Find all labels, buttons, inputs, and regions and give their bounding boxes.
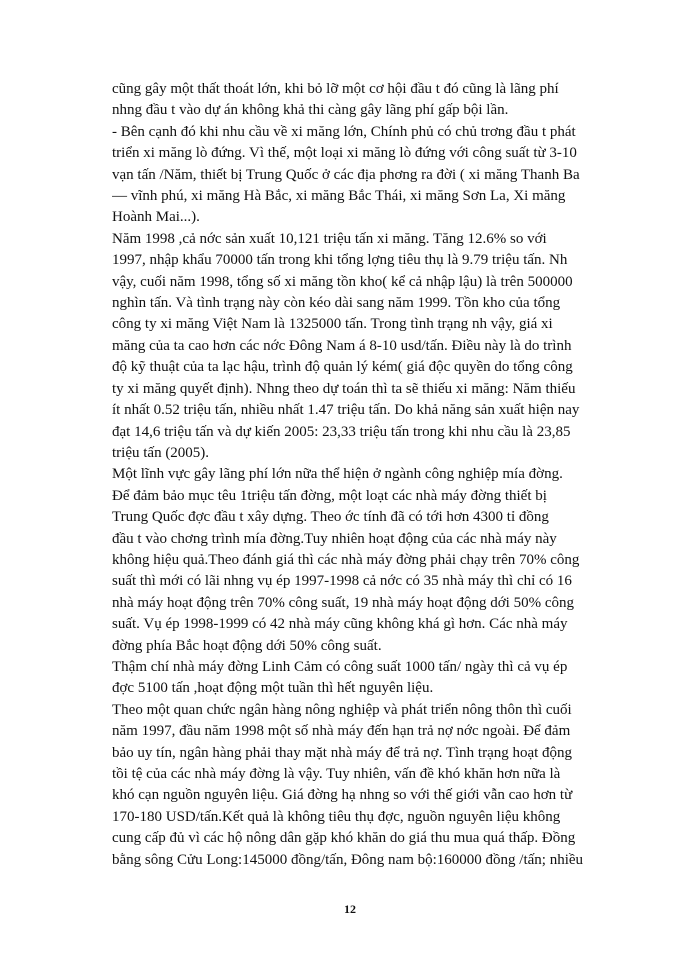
body-text bbox=[112, 79, 632, 871]
text-line: nhng đầu t vào dự án không khả thi càng gây lãng phí gấp bội lần. bbox=[112, 102, 509, 119]
text-line: triển xi măng lò đứng. Vì thế, một loại xi măng lò đứng với công suất từ 3-10 bbox=[112, 145, 577, 162]
text-line: Năm 1998 ,cả nớc sản xuất 10,121 triệu tấn xi măng. Tăng 12.6% so với bbox=[112, 230, 547, 247]
text-line: đờng phía Bắc hoạt động dới 50% công suất. bbox=[112, 637, 382, 654]
text-line: suất thì mới có lãi nhng vụ ép 1997-1998 cả nớc có 35 nhà máy thì chỉ có 16 bbox=[112, 573, 572, 590]
page-number: 12 bbox=[344, 902, 356, 916]
text-line: đầu t vào chơng trình mía đờng.Tuy nhiên hoạt động của các nhà máy này bbox=[112, 530, 557, 547]
text-line: Thậm chí nhà máy đờng Linh Cảm có công suất 1000 tấn/ ngày thì cả vụ ép bbox=[112, 658, 568, 675]
text-line: Để đảm bảo mục têu 1triệu tấn đờng, một loạt các nhà máy đờng thiết bị bbox=[112, 487, 547, 504]
text-line: không hiệu quả.Theo đánh giá thì các nhà máy đờng phải chạy trên 70% công bbox=[112, 551, 580, 568]
text-line: cung cấp đủ vì các hộ nông dân gặp khó khăn do giá thu mua quá thấp. Đồng bbox=[112, 830, 576, 847]
text-line: năm 1997, đầu năm 1998 một số nhà máy đến hạn trả nợ nớc ngoài. Để đảm bbox=[112, 723, 571, 740]
text-line: đợc 5100 tấn ,hoạt động một tuần thì hết nguyên liệu. bbox=[112, 680, 434, 697]
text-line: độ kỹ thuật của ta lạc hậu, trình độ quản lý kém( giá độc quyền do tổng công bbox=[112, 359, 573, 376]
text-line: suất. Vụ ép 1998-1999 có 42 nhà máy cũng không khá gì hơn. Các nhà máy bbox=[112, 616, 568, 633]
text-line: Hoành Mai...). bbox=[112, 209, 200, 226]
text-line: nhà máy hoạt động trên 70% công suất, 19 nhà máy hoạt động dới 50% công bbox=[112, 594, 575, 611]
text-line: Một lĩnh vực gây lãng phí lớn nữa thể hiện ở ngành công nghiệp mía đờng. bbox=[112, 466, 563, 483]
text-line: đạt 14,6 triệu tấn và dự kiến 2005: 23,33 triệu tấn trong khi nhu cầu là 23,85 bbox=[112, 423, 571, 440]
text-line: vậy, cuối năm 1998, tổng số xi măng tồn kho( kể cả nhập lậu) là trên 500000 bbox=[112, 273, 573, 290]
text-line: 1997, nhập khẩu 70000 tấn trong khi tổng lợng tiêu thụ là 9.79 triệu tấn. Nh bbox=[112, 252, 568, 269]
text-line: 170-180 USD/tấn.Kết quả là không tiêu thụ đợc, nguồn nguyên liệu không bbox=[112, 808, 561, 825]
text-line: Theo một quan chức ngân hàng nông nghiệp và phát triển nông thôn thì cuối bbox=[112, 701, 572, 718]
text-line: tồi tệ của các nhà máy đờng là vậy. Tuy nhiên, vấn đề khó khăn hơn nữa là bbox=[112, 766, 561, 782]
text-line: cũng gây một thất thoát lớn, khi bỏ lỡ một cơ hội đầu t đó cũng là lãng phí bbox=[112, 81, 559, 97]
text-line: công ty xi măng Việt Nam là 1325000 tấn. Trong tình trạng nh vậy, giá xi bbox=[112, 316, 553, 333]
text-line: nghìn tấn. Và tình trạng này còn kéo dài sang năm 1999. Tồn kho của tổng bbox=[112, 295, 561, 312]
text-line: vạn tấn /Năm, thiết bị Trung Quốc ở các địa phơng ra đời ( xi măng Thanh Ba bbox=[112, 166, 580, 183]
text-line: triệu tấn (2005). bbox=[112, 444, 210, 461]
text-line: măng của ta cao hơn các nớc Đông Nam á 8-10 usd/tấn. Điều này là do trình bbox=[112, 337, 572, 354]
text-line: Trung Quốc đợc đầu t xây dựng. Theo ớc tính đã có tới hơn 4300 tỉ đồng bbox=[112, 509, 549, 526]
text-line: khó cạn nguồn nguyên liệu. Giá đờng hạ nhng so với thế giới vẫn cao hơn từ bbox=[112, 787, 573, 804]
text-line: bằng sông Cửu Long:145000 đồng/tấn, Đông nam bộ:160000 đồng /tấn; nhiều bbox=[112, 851, 584, 868]
text-line: ít nhất 0.52 triệu tấn, nhiều nhất 1.47 triệu tấn. Do khả năng sản xuất hiện nay bbox=[112, 402, 580, 419]
text-line: - Bên cạnh đó khi nhu cầu về xi măng lớn, Chính phủ có chủ trơng đầu t phát bbox=[112, 123, 576, 140]
text-line: bảo uy tín, ngân hàng phải thay mặt nhà máy để trả nợ. Tình trạng hoạt động bbox=[112, 744, 573, 761]
text-line: ty xi măng quyết định). Nhng theo dự toán thì ta sẽ thiếu xi măng: Năm thiếu bbox=[112, 380, 576, 397]
text-line: — vĩnh phú, xi măng Hà Bắc, xi măng Bắc Thái, xi măng Sơn La, Xi măng bbox=[112, 188, 566, 205]
